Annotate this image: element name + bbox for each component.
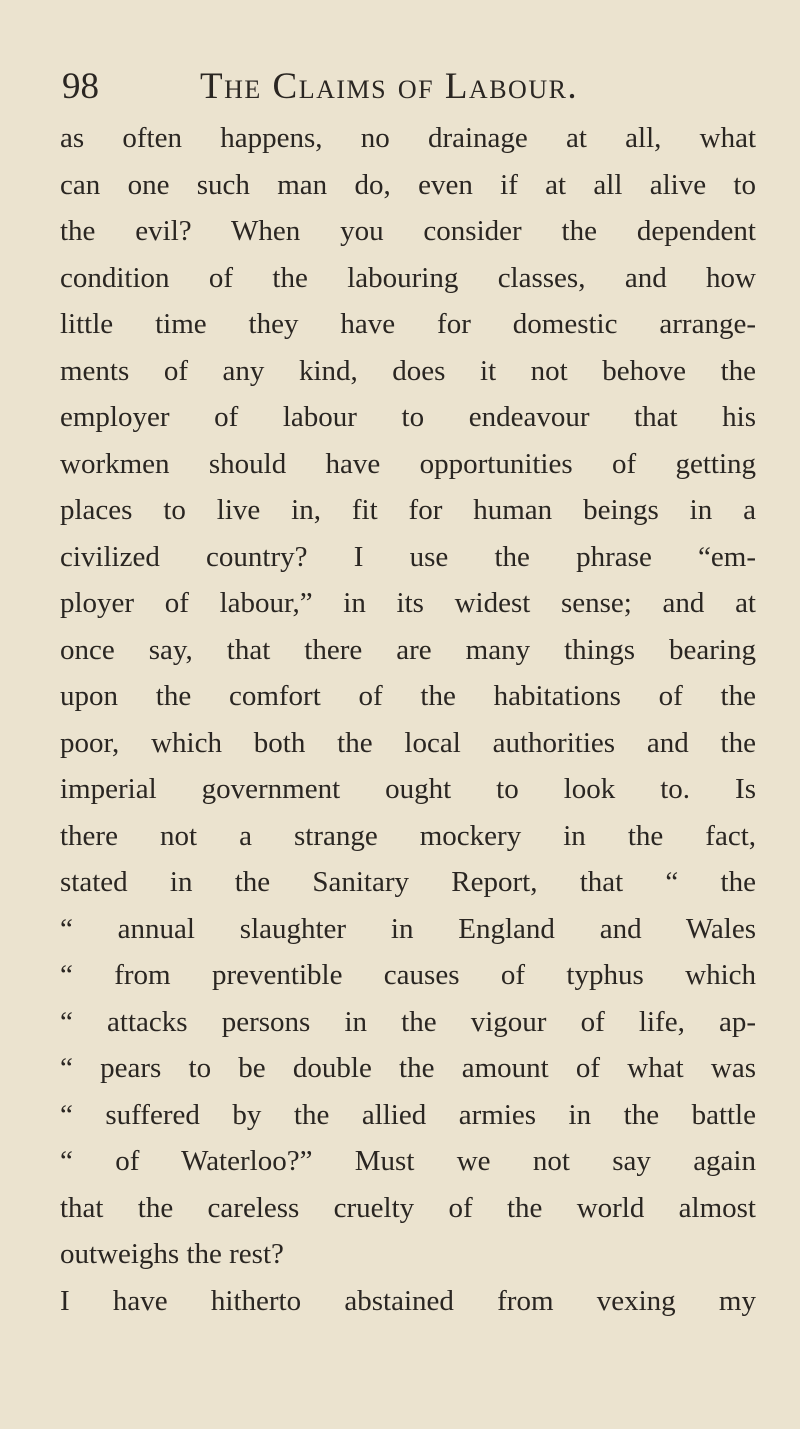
text-line: “ suffered by the allied armies in the battle [60, 1098, 756, 1131]
text-line: imperial government ought to look to. Is [60, 773, 756, 805]
text-line: “ attacks persons in the vigour of life, ap- [60, 1005, 756, 1038]
text-line: “ from preventible causes of typhus which [60, 959, 756, 991]
text-line: employer of labour to endeavour that his [60, 401, 756, 433]
text-line-paragraph-end: outweighs the rest? [60, 1238, 284, 1270]
text-line: places to live in, fit for human beings in a [60, 494, 756, 526]
text-line: ments of any kind, does it not behove the [60, 354, 756, 387]
text-line: once say, that there are many things bearing [60, 633, 756, 666]
text-line: “ pears to be double the amount of what was [60, 1052, 756, 1084]
text-line: stated in the Sanitary Report, that “ the [60, 866, 756, 898]
text-line-paragraph-start: I have hitherto abstained from vexing my [60, 1284, 756, 1317]
text-line: “ of Waterloo?” Must we not say again [60, 1145, 756, 1177]
running-title: The Claims of Labour. [200, 66, 579, 107]
text-line: poor, which both the local authorities and the [60, 726, 756, 759]
text-line: can one such man do, even if at all alive to [60, 168, 756, 201]
text-line: the evil? When you consider the dependent [60, 215, 756, 247]
text-line: civilized country? I use the phrase “em- [60, 540, 756, 573]
text-line: there not a strange mockery in the fact, [60, 819, 756, 852]
text-line: upon the comfort of the habitations of the [60, 680, 756, 712]
text-line: “ annual slaughter in England and Wales [60, 912, 756, 945]
text-line: that the careless cruelty of the world almost [60, 1191, 756, 1224]
text-line: as often happens, no drainage at all, what [60, 122, 756, 154]
text-line: condition of the labouring classes, and how [60, 261, 756, 294]
text-line: ployer of labour,” in its widest sense; and at [60, 587, 756, 619]
text-line: workmen should have opportunities of getting [60, 447, 756, 480]
body-text [60, 115, 756, 1324]
text-line: little time they have for domestic arrange- [60, 308, 756, 340]
page-number: 98 [62, 66, 99, 107]
running-head [56, 62, 756, 112]
